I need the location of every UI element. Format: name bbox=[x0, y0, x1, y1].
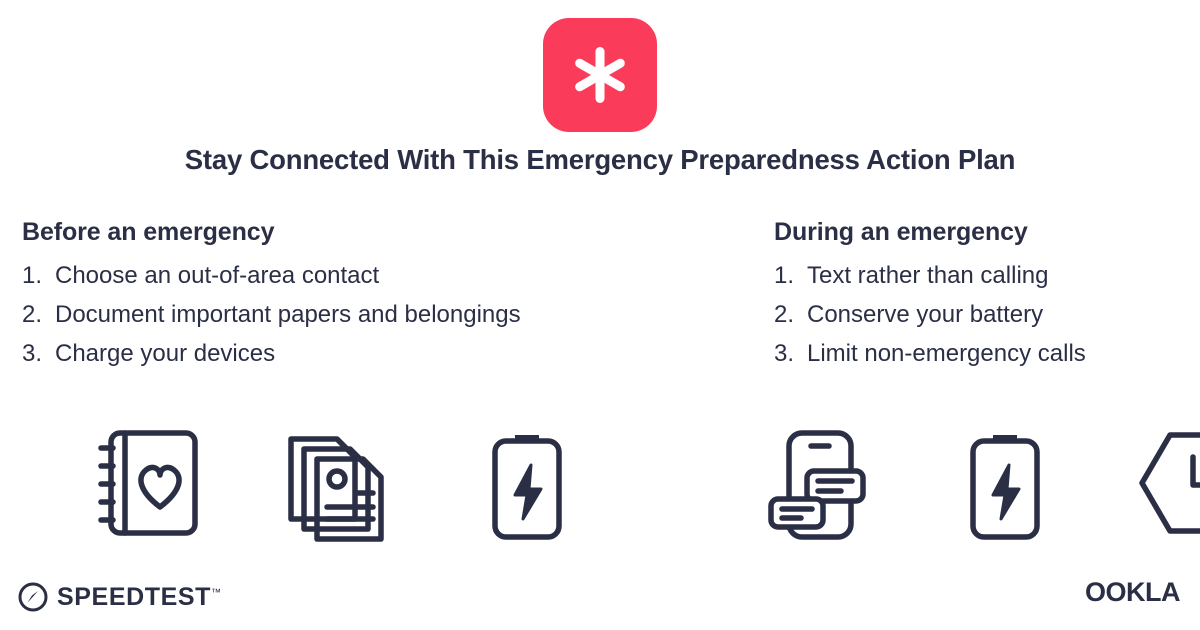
list-item-number: 2. bbox=[22, 301, 43, 328]
list-item-label: Choose an out-of-area contact bbox=[55, 262, 380, 289]
list-item-number: 2. bbox=[774, 301, 795, 328]
column-during-emergency bbox=[774, 218, 1194, 373]
documents-stack-icon bbox=[277, 421, 401, 545]
notebook-heart-icon bbox=[89, 421, 213, 545]
list-item-label: Charge your devices bbox=[55, 340, 276, 367]
phone-message-icon bbox=[755, 421, 879, 545]
logo-badge-container bbox=[0, 18, 1200, 132]
list-item-label: Conserve your battery bbox=[807, 301, 1044, 328]
icon-cell bbox=[86, 418, 216, 548]
list-item bbox=[774, 334, 1194, 373]
ookla-wordmark: OOKLA bbox=[1085, 577, 1180, 607]
page-title: Stay Connected With This Emergency Preparedness Action Plan bbox=[184, 144, 1016, 175]
list-item bbox=[774, 256, 1194, 295]
ookla-footer-logo bbox=[1085, 577, 1180, 608]
speedtest-gauge-icon bbox=[18, 582, 48, 612]
list-item-label: Limit non-emergency calls bbox=[807, 340, 1086, 367]
trademark-symbol: ™ bbox=[211, 587, 222, 599]
icon-cell bbox=[274, 418, 404, 548]
list-item bbox=[774, 295, 1194, 334]
list-item bbox=[22, 256, 742, 295]
column-before-emergency bbox=[22, 218, 742, 373]
icon-cell bbox=[1128, 418, 1200, 548]
list-item-number: 3. bbox=[22, 340, 43, 367]
list-item-number: 3. bbox=[774, 340, 795, 367]
hexagon-clock-icon bbox=[1128, 421, 1200, 545]
steps-list-before bbox=[22, 256, 742, 373]
list-item-label: Document important papers and belongings bbox=[55, 301, 521, 328]
column-heading-during: During an emergency bbox=[774, 218, 1028, 246]
column-heading-before: Before an emergency bbox=[22, 218, 275, 246]
battery-bolt-icon bbox=[943, 421, 1067, 545]
speedtest-wordmark: SPEEDTEST™ bbox=[57, 582, 222, 611]
list-item-number: 1. bbox=[22, 262, 43, 289]
asterisk-icon bbox=[569, 44, 631, 106]
list-item bbox=[22, 334, 742, 373]
list-item bbox=[22, 295, 742, 334]
icon-cell bbox=[752, 418, 882, 548]
speedtest-footer-logo bbox=[18, 582, 222, 612]
battery-bolt-icon bbox=[465, 421, 589, 545]
list-item-label: Text rather than calling bbox=[807, 262, 1049, 289]
speedtest-badge bbox=[543, 18, 657, 132]
icon-cell bbox=[462, 418, 592, 548]
steps-list-during bbox=[774, 256, 1194, 373]
list-item-number: 1. bbox=[774, 262, 795, 289]
icon-row-during bbox=[752, 418, 1200, 548]
icon-row-before bbox=[86, 418, 592, 548]
icon-cell bbox=[940, 418, 1070, 548]
